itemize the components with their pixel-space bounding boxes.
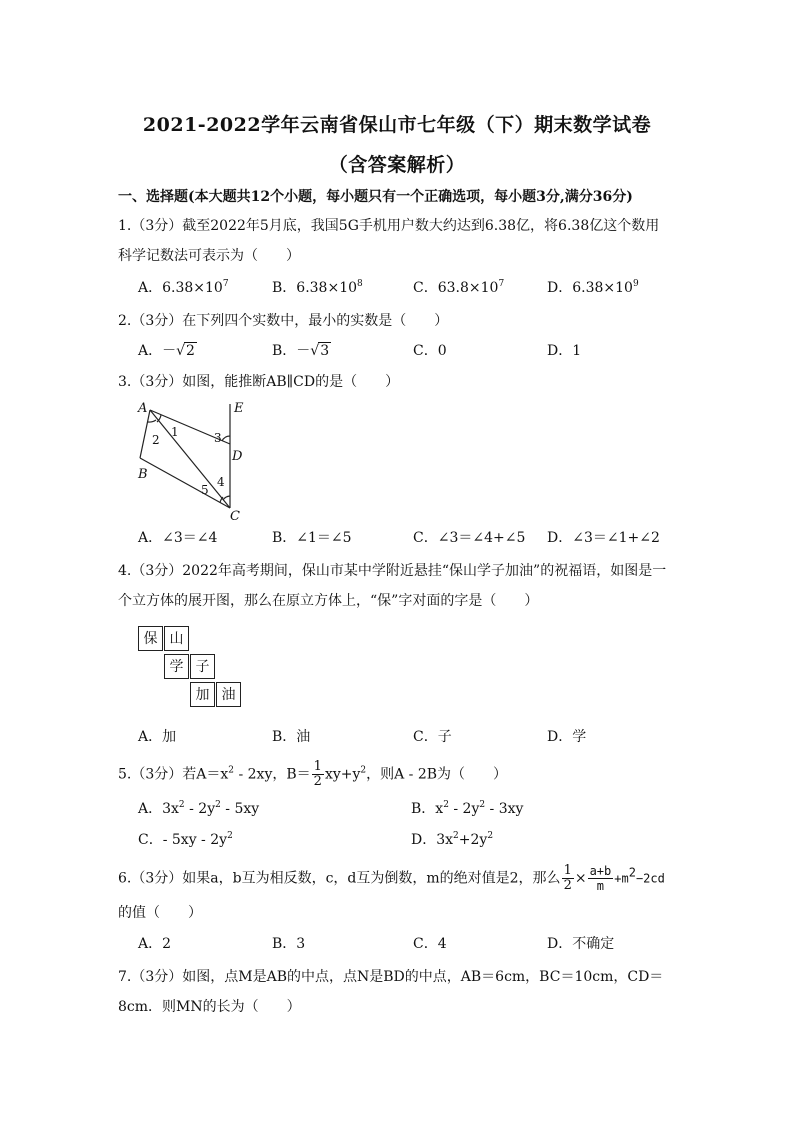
cube-net-cell: 子	[190, 654, 215, 679]
page-title: 2021-2022学年云南省保山市七年级（下）期末数学试卷	[142, 114, 652, 136]
q2-option-c: C．0	[413, 343, 447, 359]
label-B: B	[138, 467, 148, 482]
q4-line1: 4.（3分）2022年高考期间，保山市某中学附近悬挂“保山学子加油”的祝福语，如图是一	[118, 563, 667, 579]
q6-option-c: C．4	[413, 936, 447, 952]
sqrt-sign: √	[176, 343, 186, 359]
label-angle-3: 3	[214, 431, 222, 445]
label-D: D	[232, 449, 243, 464]
angle-5-arc	[220, 497, 223, 503]
page-subtitle: （含答案解析）	[328, 154, 466, 176]
q1-option-b: B．$6.38\times 10^8$	[272, 279, 363, 296]
angle-4-arc	[223, 496, 230, 500]
q3-option-d: D．∠3＝∠1+∠2	[547, 530, 660, 546]
segment-ac	[150, 410, 230, 508]
cube-net-cell: 加	[190, 682, 215, 707]
sqrt-sign: √	[310, 343, 320, 359]
q1-option-a: A．$6.38\times 10^7$	[138, 279, 229, 296]
cube-net-cell: 保	[138, 626, 163, 651]
q2-option-a: A．－√2	[138, 343, 195, 359]
q4-line2: 个立方体的展开图，那么在原立方体上，“保”字对面的字是（ ）	[118, 593, 539, 609]
q6-option-d: D．不确定	[547, 936, 615, 952]
label-A: A	[138, 401, 148, 416]
q3-stem: 3.（3分）如图，能推断AB∥CD的是（ ）	[118, 374, 400, 390]
q4-option-a: A．加	[138, 729, 177, 745]
q3-option-a: A．∠3＝∠4	[138, 530, 218, 546]
q6-stem: 6.（3分）如果a，b互为相反数，c，d互为倒数，m的绝对值是2，那么 $\frac{1}{2}$ × $\frac{a+b}{m}$ $+m^2-2cd$	[118, 863, 665, 893]
q3-figure	[130, 396, 250, 522]
label-angle-1: 1	[171, 425, 179, 439]
label-angle-5: 5	[201, 483, 209, 497]
q5-option-d: D．$3x^2+2y^2$	[411, 831, 494, 848]
angle-3-arc	[222, 436, 230, 441]
q4-option-c: C．子	[413, 729, 452, 745]
q1-option-c: C．$63.8\times 10^7$	[413, 279, 505, 296]
q4-option-b: B．油	[272, 729, 311, 745]
q6-option-a: A．2	[138, 936, 172, 952]
q5-option-b: B．$x^2 - 2y^2 - 3xy$	[411, 800, 524, 817]
cube-net-cell: 山	[164, 626, 189, 651]
fraction: $\frac{1}{2}$	[563, 863, 572, 893]
fraction: $\frac{1}{2}$	[313, 759, 322, 789]
q7-line1: 7.（3分）如图，点M是AB的中点，点N是BD的中点，AB＝6cm，BC＝10cm，CD＝	[118, 969, 664, 985]
q5-stem: 5.（3分）若$A=x^2 - 2xy$，B＝ $\frac{1}{2}$ $xy+y^2$，则A - 2B为（ ）	[118, 759, 508, 789]
q5-option-c: C．- $5xy - 2y^2$	[138, 831, 233, 848]
q3-option-b: B．∠1＝∠5	[272, 530, 352, 546]
q2-stem: 2.（3分）在下列四个实数中，最小的实数是（ ）	[118, 313, 449, 329]
angle-2-arc	[148, 420, 156, 422]
q4-option-d: D．学	[547, 729, 587, 745]
q2-option-b: B．－√3	[272, 343, 330, 359]
label-C: C	[230, 509, 240, 522]
q2-option-d: D．1	[547, 343, 582, 359]
label-angle-4: 4	[217, 475, 225, 489]
segment-ab	[140, 410, 150, 458]
q5-option-a: A．$3x^2 - 2y^2 - 5xy$	[138, 800, 260, 817]
section-heading: 一、选择题(本大题共12个小题，每小题只有一个正确选项，每小题3分,满分36分)	[118, 189, 633, 205]
q6-line2: 的值（ ）	[118, 905, 202, 921]
cube-net-cell: 学	[164, 654, 189, 679]
cube-net-cell: 油	[216, 682, 241, 707]
q7-line2: 8cm．则MN的长为（ ）	[118, 999, 301, 1015]
q1-option-d: D．$6.38\times 10^9$	[547, 279, 639, 296]
q6-option-b: B．3	[272, 936, 306, 952]
q3-option-c: C．∠3＝∠4+∠5	[413, 530, 526, 546]
q1-line2: 科学记数法可表示为（ ）	[118, 248, 300, 264]
q1-line1: 1.（3分）截至2022年5月底，我国5G手机用户数大约达到6.38亿，将6.38亿这个数用	[118, 218, 660, 234]
fraction: $\frac{a+b}{m}$	[589, 864, 612, 893]
label-angle-2: 2	[152, 433, 160, 447]
cube-net	[138, 626, 248, 708]
label-E: E	[234, 401, 244, 416]
